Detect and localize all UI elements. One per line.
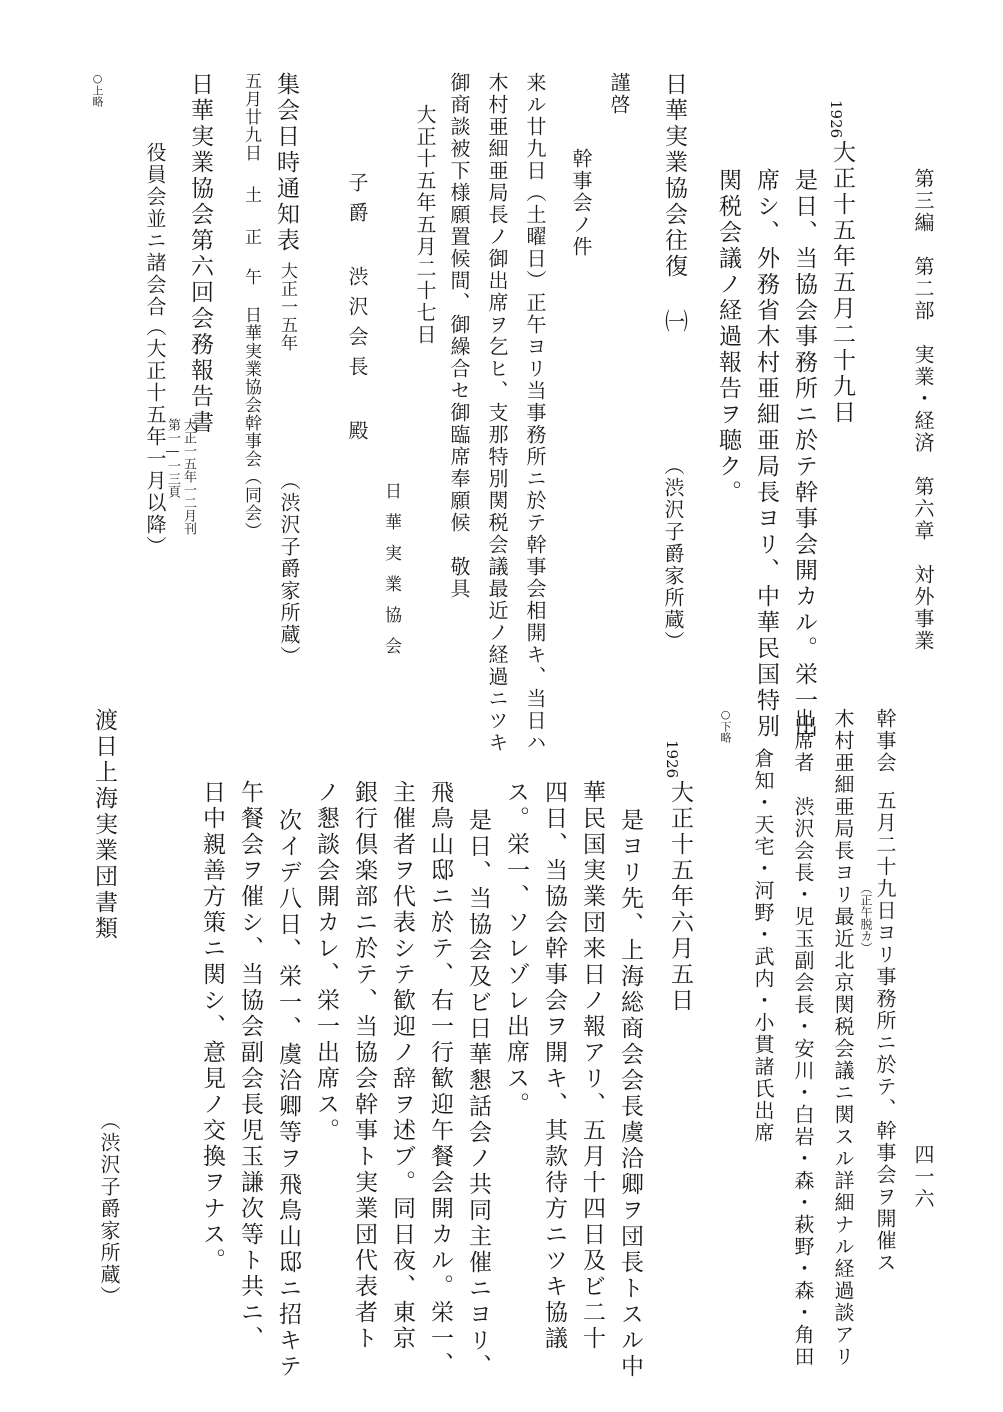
entry-body-line: ス。栄一、ソレゾレ出席ス。 <box>503 780 529 1118</box>
entry-body-line: 主催者ヲ代表シテ歓迎ノ辞ヲ述ブ。同日夜、東京 <box>389 780 415 1352</box>
doc-year-note: 大正一五年 <box>277 262 297 352</box>
letter-body-line: 来ル廿九日（土曜日）正午ヨリ当事務所ニ於テ幹事会相開キ、当日ハ <box>523 72 547 754</box>
entry-year: 1926 <box>663 740 681 779</box>
entry-body-line: 銀行倶楽部ニ於テ、当協会幹事ト実業団代表者ト <box>351 780 377 1352</box>
meeting-date-line: 五月二十九日ヨリ事務所ニ於テ、幹事会ヲ開催ス <box>873 790 897 1274</box>
notice-weekday: 土 <box>241 186 261 204</box>
section-title: 役員会並ニ諸会合 <box>143 142 167 318</box>
entry-body-line: 華民国実業団来日ノ報アリ、五月十四日及ビ二十 <box>579 780 605 1352</box>
doc-published: 大正一五年一二月刊 <box>181 418 196 535</box>
doc-title: 日華実業協会第六回会務報告書 <box>187 72 213 436</box>
notice-time: 午 <box>241 268 261 286</box>
omission-mark: ○下略 <box>719 708 732 743</box>
doc-title: 集会日時通知表 <box>273 72 299 254</box>
letter-body-line: 木村亜細亜局長ノ御出席ヲ乞ヒ、支那特別関税会議最近ノ経過ニツキ <box>485 72 509 754</box>
doc-title: 日華実業協会往復 ㈠ <box>661 72 687 335</box>
doc-source: （渋沢子爵家所蔵） <box>277 470 301 668</box>
notice-time: 正 <box>241 228 261 246</box>
notice-date: 五月廿九日 <box>241 72 261 162</box>
entry-body-line: 是ヨリ先、上海総商会会長虞洽卿ヲ団長トスル中 <box>617 808 643 1380</box>
entry-body-line: 席シ、外務省木村亜細亜局長ヨリ、中華民国特別 <box>753 168 779 740</box>
running-head: 第三編 第二部 実業・経済 第六章 対外事業 <box>911 168 935 652</box>
letter-addressee: 子爵 渋沢会長 殿 <box>345 172 369 450</box>
meeting-heading: 幹事会 <box>873 708 897 774</box>
omission-mark: ○上略 <box>91 72 104 107</box>
letter-body-line: 御商談被下様願置候間、御繰合セ御臨席奉願候 敬具 <box>447 72 471 600</box>
page-number: 四一六 <box>911 1144 935 1210</box>
section-note: （大正十五年一月以降） <box>143 316 167 558</box>
entry-body-line: ノ懇談会開カレ、栄一出席ス。 <box>313 780 339 1144</box>
entry-body-line: 午餐会ヲ催シ、当協会副会長児玉謙次等ト共ニ、 <box>237 780 263 1352</box>
doc-title: 渡日上海実業団書類 <box>91 708 117 942</box>
entry-body-line: 四日、当協会幹事会ヲ開キ、其款待方ニツキ協議 <box>541 780 567 1352</box>
entry-date: 大正十五年六月五日 <box>667 780 693 1014</box>
entry-body-line: 是日、当協会及ビ日華懇話会ノ共同主催ニヨリ、 <box>465 808 491 1380</box>
doc-pages: 第一―一三頁 <box>165 418 180 498</box>
meeting-body-line: 木村亜細亜局長ヨリ最近北京関税会議ニ関スル詳細ナル経過談アリ <box>831 708 855 1368</box>
entry-body-line: 関税会議ノ経過報告ヲ聴ク。 <box>715 168 741 506</box>
entry-body-line: 日中親善方策ニ関シ、意見ノ交換ヲナス。 <box>199 780 225 1274</box>
doc-source: （渋沢子爵家所蔵） <box>661 455 685 653</box>
letter-date: 大正十五年五月二十七日 <box>413 104 437 346</box>
salutation: 謹啓 <box>607 72 631 116</box>
letter-sender: 日華実業協会 <box>381 482 401 668</box>
subject: 幹事会ノ件 <box>569 148 593 258</box>
editor-note: （正午脱カ） <box>859 882 873 954</box>
doc-source: （渋沢子爵家所蔵） <box>97 1110 121 1308</box>
entry-body-line: 是日、当協会事務所ニ於テ幹事会開カル。栄一出 <box>791 168 817 740</box>
meeting-body-line: 出席者 渋沢会長・児玉副会長・安川・白岩・森・萩野・森・角田 <box>791 708 815 1368</box>
meeting-body-line: 倉知・天宅・河野・武内・小貫諸氏出席 <box>751 748 775 1144</box>
entry-body-line: 次イデ八日、栄一、虞洽卿等ヲ飛鳥山邸ニ招キテ <box>275 808 301 1380</box>
entry-date: 大正十五年五月二十九日 <box>829 140 855 426</box>
notice-event: 日華実業協会幹事会（同会） <box>241 306 261 540</box>
entry-year: 1926 <box>827 100 845 139</box>
entry-body-line: 飛鳥山邸ニ於テ、右一行歓迎午餐会開カル。栄一、 <box>427 780 453 1378</box>
